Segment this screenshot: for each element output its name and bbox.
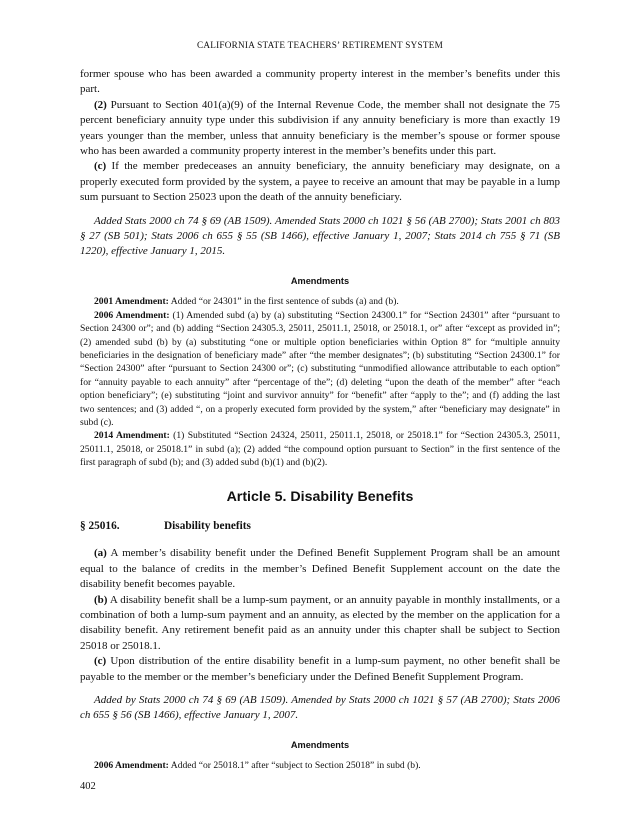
amendments-heading: Amendments (290, 275, 350, 286)
amendment-label: 2006 Amendment: (94, 760, 169, 772)
amendment-text: Added “or 25018.1” after “subject to Section 25018” in subd (b). (168, 760, 421, 772)
amendments-heading: Amendments (290, 739, 350, 750)
paragraph-text: A disability benefit shall be a lump-sum payment, or an annuity payable in monthly installments, or a combination of both a lump-sum payment and an annuity, as elected by the member on the application for a disability benefit. Any retirement benefit paid as an annuity under this chapter shall be subject to Section 25018 or 25018.1. (80, 593, 560, 652)
paragraph-label: (2) (94, 98, 107, 111)
paragraph-label: (c) (94, 655, 107, 668)
section-title: Disability benefits (164, 519, 251, 532)
paragraph-label: (c) (94, 160, 107, 173)
paragraph-text: Pursuant to Section 401(a)(9) of the Internal Revenue Code, the member shall not designate the 75 percent beneficiary annuity type under this subdivision if any annuity beneficiary is more than exactly 19 years younger than the member, unless that annuity beneficiary is the member’s spouse or former spouse who has been awarded a community property interest in the member’s benefits under this part. (80, 98, 560, 158)
paragraph-2 (80, 98, 560, 160)
page-number: 402 (80, 781, 96, 792)
section-number: § 25016. (80, 519, 120, 532)
running-header: CALIFORNIA STATE TEACHERS’ RETIREMENT SYSTEM (196, 40, 444, 50)
amendments-notes (80, 295, 560, 469)
paragraph-label: (b) (94, 593, 108, 606)
amendment-text: Added “or 24301” in the first sentence of subds (a) and (b). (168, 296, 399, 308)
amendment-label: 2001 Amendment: (94, 296, 169, 308)
amendment-label: 2014 Amendment: (94, 430, 170, 442)
subdivision-b (80, 593, 560, 655)
paragraph-label: (a) (94, 547, 107, 560)
paragraph-text: Upon distribution of the entire disability benefit in a lump-sum payment, no other benefit shall be payable to the member or the member’s beneficiary under the Defined Benefit Supplement Program. (80, 655, 560, 683)
subdivision-c (80, 654, 560, 685)
subdivision-c (80, 159, 560, 205)
statutory-history: Added by Stats 2000 ch 74 § 69 (AB 1509). Amended by Stats 2000 ch 1021 § 57 (AB 2700); Stats 2006 ch 655 § 56 (SB 1466), effective January 1, 2007. (80, 694, 560, 722)
continued-paragraph: former spouse who has been awarded a community property interest in the member’s benefits under this part. (80, 68, 560, 96)
amendment-text: (1) Substituted “Section 24324, 25011, 25011.1, 25018, or 25018.1” for “Section 24305.3, 25011, 25011.1, 25018, or 25018.1” in subd (a); (2) added “the compound option pursuant to Section” in the first sentence of the first paragraph of subd (b); and (3) added subd (b)(1) and (b)(2). (80, 430, 560, 469)
statutory-history: Added Stats 2000 ch 74 § 69 (AB 1509). Amended Stats 2000 ch 1021 § 56 (AB 2700); Stats 2001 ch 803 § 27 (SB 501); Stats 2006 ch 655 § 55 (SB 1466), effective January 1, 2007; Stats 2014 ch 755 § 71 (SB 1220), effective January 1, 2015. (80, 214, 560, 258)
section-heading (80, 519, 560, 534)
amendment-2006 (80, 759, 560, 772)
amendment-2001 (80, 295, 560, 308)
subdivision-a (80, 546, 560, 592)
amendment-label: 2006 Amendment: (94, 309, 170, 321)
amendment-text: (1) Amended subd (a) by (a) substituting “Section 24300.1” for “Section 24301” after “pursuant to Section 24300 or”; and (b) adding “Section 24305.3, 25011, 25011.1, 25018, or 25018.1, or” after “except as provided in”; (2) amended subd (b) by (a) substituting “one or multiple option beneficiaries within Option 8” for “multiple annuity beneficiaries in the designation of beneficiary made” after “the member designates”; (b) substituting “Section 24300.1” for “Section 24300” after “pursuant to Section 24300 or”; (c) substituting “unmodified allowance attributable to each option” for “annuity payable to each annuity” after “percentage of the”; (d) deleting “upon the death of the member” after “each option beneficiary”; (e) substituting “joint and survivor annuity” for “benefit” after “apply to the”; and (f) adding the last two sentences; and (3) added “, on a properly executed form provided by the system,” after “beneficiary may designate” in subd (c). (80, 309, 560, 428)
paragraph-text: If the member predeceases an annuity beneficiary, the annuity beneficiary may designate, on a properly executed form provided by the system, a payee to receive an amount that may be payable in a lump sum pursuant to Section 25023 upon the death of the annuity beneficiary. (80, 160, 560, 204)
page-body (80, 67, 560, 773)
amendment-2014 (80, 429, 560, 469)
article-title: Article 5. Disability Benefits (226, 488, 414, 505)
amendments-notes (80, 759, 560, 772)
paragraph-text: A member’s disability benefit under the Defined Benefit Supplement Program shall be an amount equal to the balance of credits in the member’s Defined Benefit Supplement account on the date the disability benefit becomes payable. (80, 547, 560, 591)
amendment-2006 (80, 309, 560, 430)
